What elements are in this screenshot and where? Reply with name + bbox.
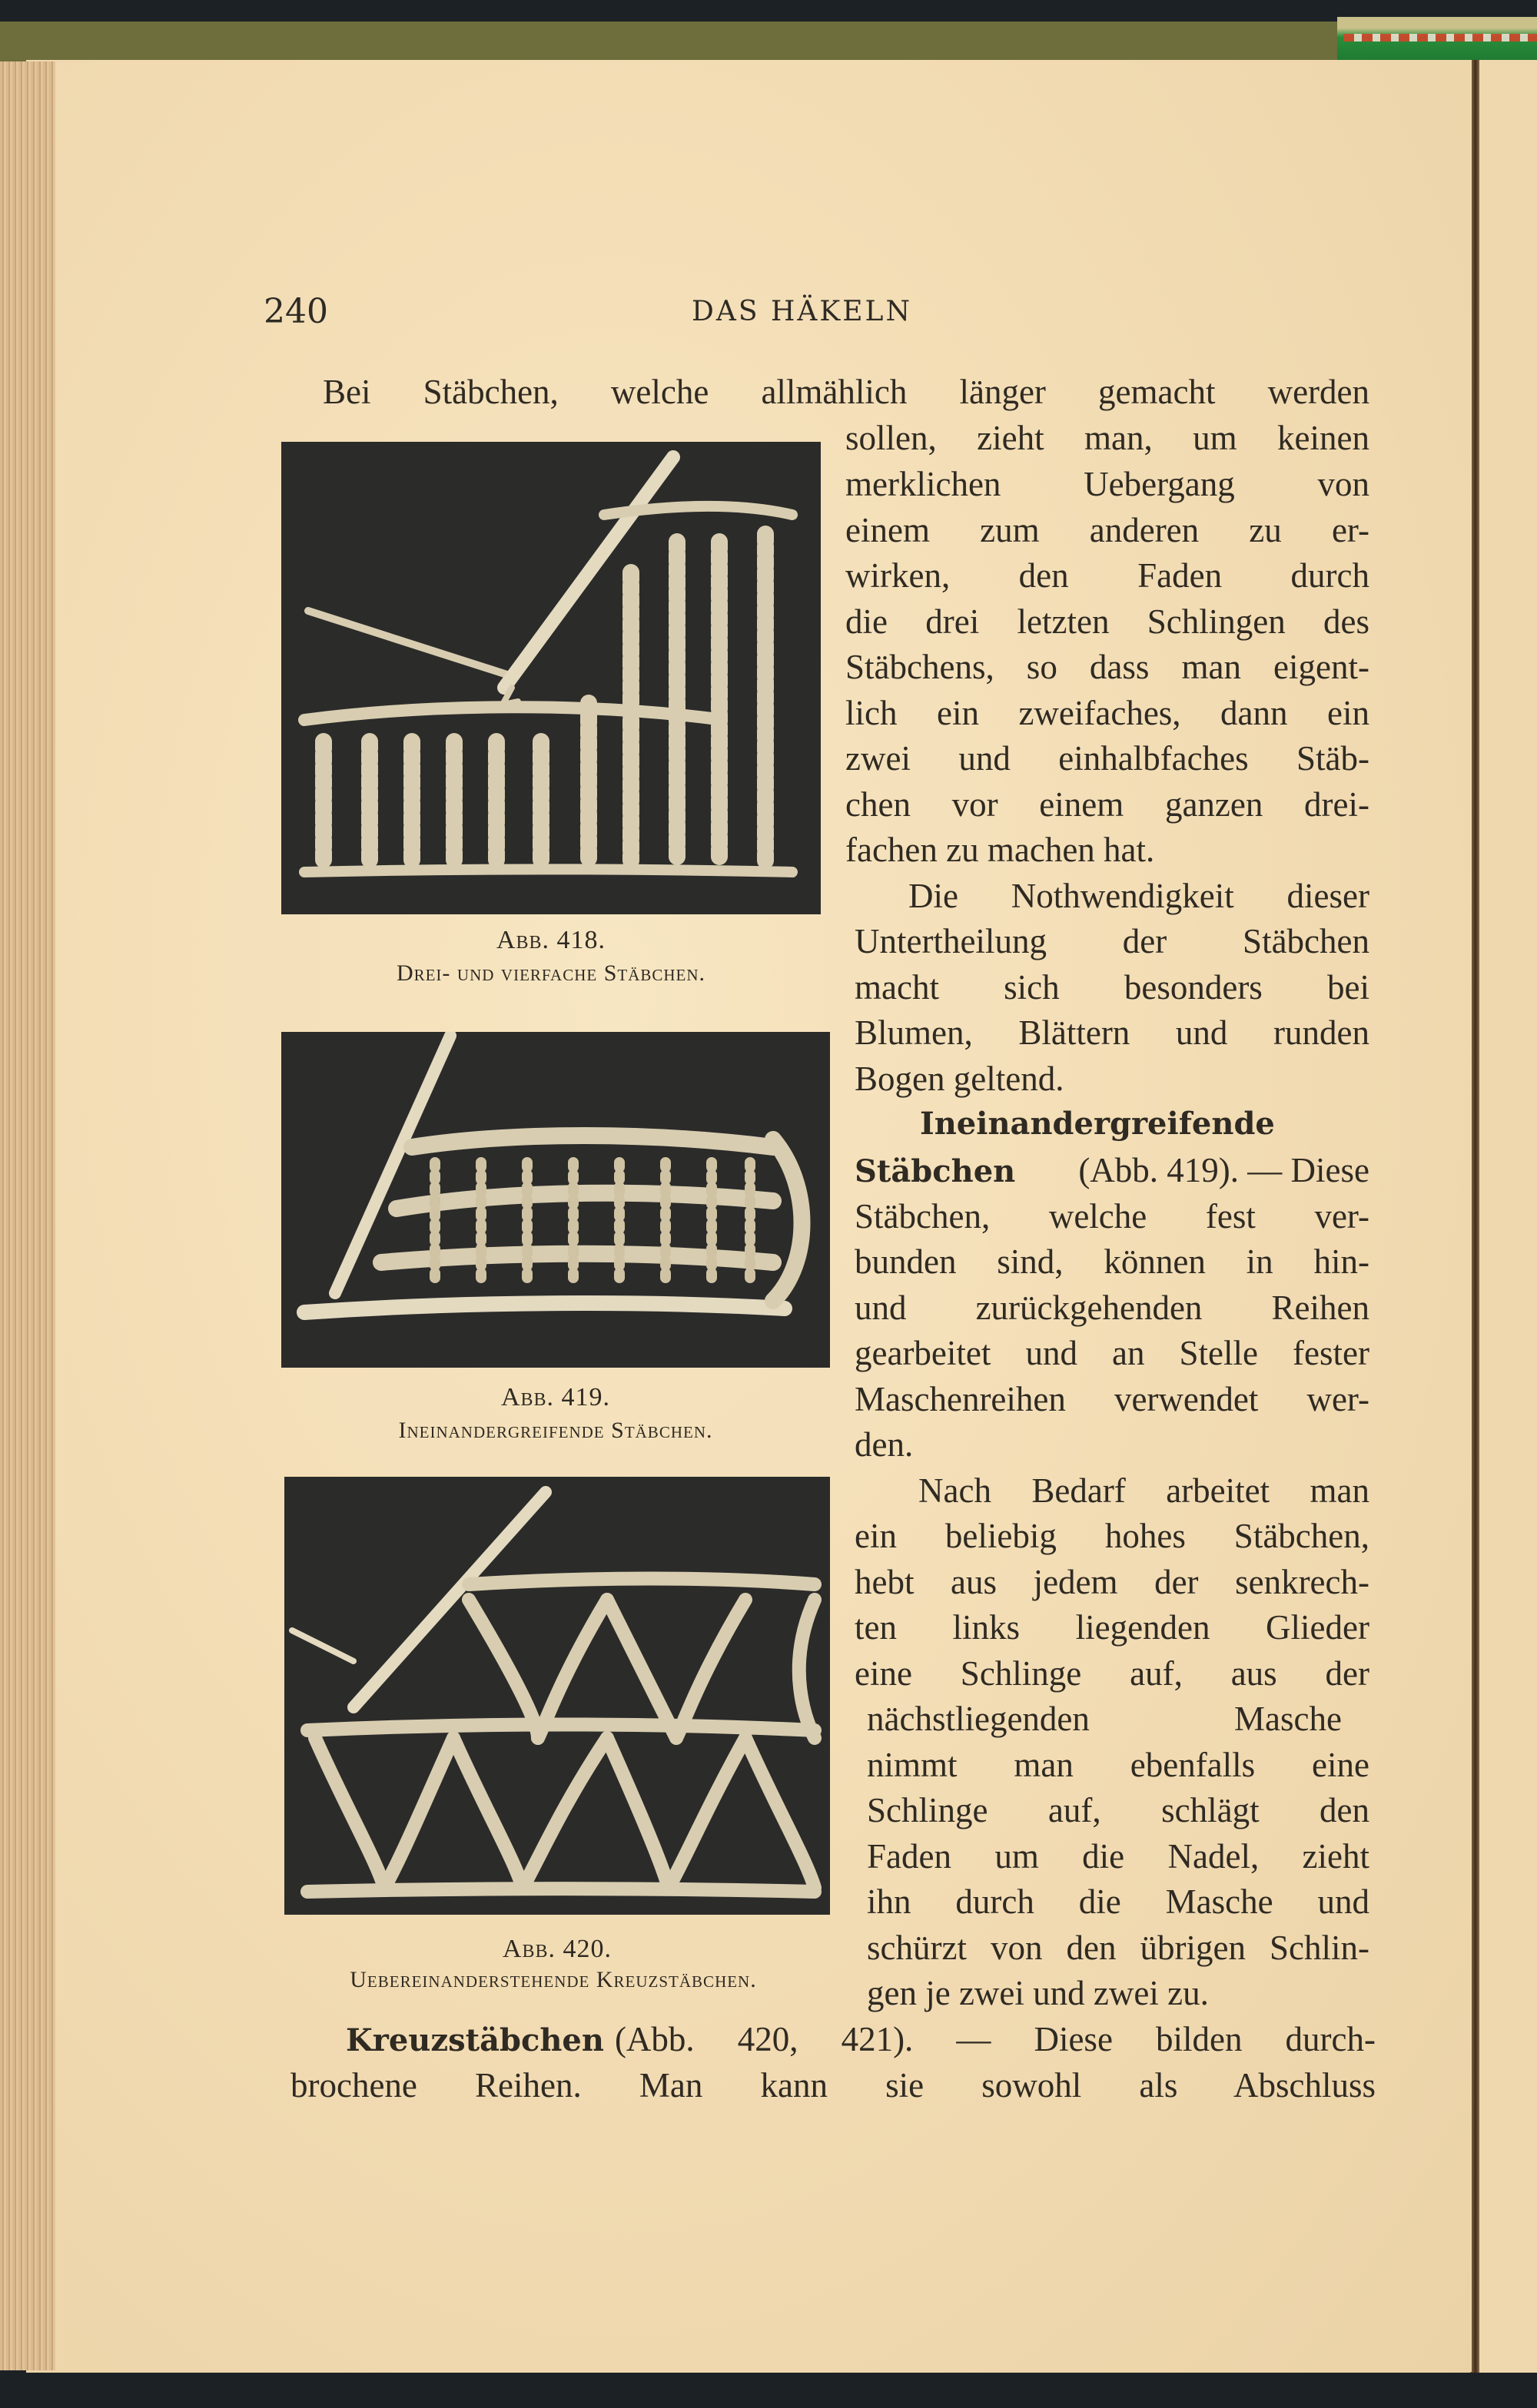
body-line: Schlinge auf, schlägt den: [867, 1791, 1369, 1829]
section-heading-kreuzstaebchen: Kreuzstäbchen: [346, 2022, 604, 2058]
crochet-illustration-418: [281, 442, 821, 914]
body-line: fachen zu machen hat.: [845, 831, 1155, 869]
crochet-illustration-420: [284, 1477, 830, 1915]
figure-420-label: Abb. 420.: [502, 1935, 612, 1963]
crochet-illustration-419: [281, 1032, 830, 1368]
figure-419-label: Abb. 419.: [500, 1383, 611, 1411]
body-line: gearbeitet und an Stelle fester: [855, 1334, 1369, 1372]
body-line: Faden um die Nadel, zieht: [867, 1837, 1369, 1876]
figure-419-caption: Ineinandergreifende Stäbchen.: [398, 1418, 713, 1443]
body-line: und zurückgehenden Reihen: [855, 1289, 1369, 1327]
running-header: DAS HÄKELN: [692, 296, 912, 327]
body-line: Die Nothwendigkeit dieser: [908, 877, 1369, 915]
body-line: bunden sind, können in hin-: [855, 1242, 1369, 1281]
book-cover-board: [0, 22, 1337, 61]
body-line: Blumen, Blättern und runden: [855, 1013, 1369, 1052]
body-line: merklichen Uebergang von: [845, 465, 1369, 503]
body-line: eine Schlinge auf, aus der: [855, 1654, 1369, 1693]
body-line: einem zum anderen zu er-: [845, 511, 1369, 549]
body-line: brochene Reihen. Man kann sie sowohl als Abschluss: [290, 2066, 1376, 2105]
body-line: Stäbchen, welche fest ver-: [855, 1197, 1369, 1236]
figure-419: [281, 1032, 830, 1368]
section-heading-kreuzstaebchen-line: [346, 2022, 1376, 2057]
body-line: Maschenreihen verwendet wer-: [855, 1380, 1369, 1418]
body-line: sollen, zieht man, um keinen: [845, 419, 1369, 457]
body-line: Bogen geltend.: [855, 1060, 1064, 1098]
page-edge-stack: [0, 61, 55, 2370]
body-line: nächstliegenden Masche: [867, 1700, 1342, 1738]
ribbon-stripe: [1343, 34, 1537, 41]
figure-418: [281, 442, 821, 914]
figure-420: [284, 1477, 830, 1915]
page-gutter: [1472, 60, 1479, 2374]
section-heading-line: [855, 1153, 1369, 1188]
section-heading-staebchen: Stäbchen: [855, 1153, 1016, 1189]
body-line: ein beliebig hohes Stäbchen,: [855, 1517, 1369, 1555]
body-line: Untertheilung der Stäbchen: [855, 922, 1369, 960]
backdrop-bottom: [0, 2373, 1537, 2408]
body-line: schürzt von den übrigen Schlin-: [867, 1929, 1369, 1967]
facing-page-edge: [1479, 60, 1537, 2380]
body-line: ihn durch die Masche und: [867, 1882, 1369, 1921]
body-line: (Abb. 419). — Diese: [1078, 1151, 1369, 1189]
figure-418-label: Abb. 418.: [496, 926, 606, 954]
body-line: macht sich besonders bei: [855, 968, 1369, 1007]
figure-420-caption: Uebereinanderstehende Kreuzstäbchen.: [350, 1967, 757, 1992]
body-line: die drei letzten Schlingen des: [845, 602, 1369, 641]
body-line: lich ein zweifaches, dann ein: [845, 694, 1369, 732]
section-heading-ineinandergreifende: Ineinandergreifende: [920, 1106, 1275, 1142]
body-line: gen je zwei und zwei zu.: [867, 1974, 1209, 2012]
body-line: den.: [855, 1425, 914, 1464]
body-line: chen vor einem ganzen drei-: [845, 785, 1369, 824]
body-line: zwei und einhalbfaches Stäb-: [845, 739, 1369, 778]
body-line: Nach Bedarf arbeitet man: [918, 1471, 1369, 1510]
body-line: nimmt man ebenfalls eine: [867, 1746, 1369, 1784]
body-line: ten links liegenden Glieder: [855, 1608, 1369, 1647]
body-line: Stäbchens, so dass man eigent-: [845, 648, 1369, 686]
body-line-intro: Bei Stäbchen, welche allmählich länger gemacht werden: [323, 373, 1369, 411]
body-line: wirken, den Faden durch: [845, 556, 1369, 595]
page-number: 240: [264, 292, 328, 331]
body-line: hebt aus jedem der senkrech-: [855, 1563, 1369, 1601]
figure-418-caption: Drei- und vierfache Stäbchen.: [396, 960, 706, 986]
body-line: (Abb. 420, 421). — Diese bilden durch-: [614, 2020, 1376, 2058]
